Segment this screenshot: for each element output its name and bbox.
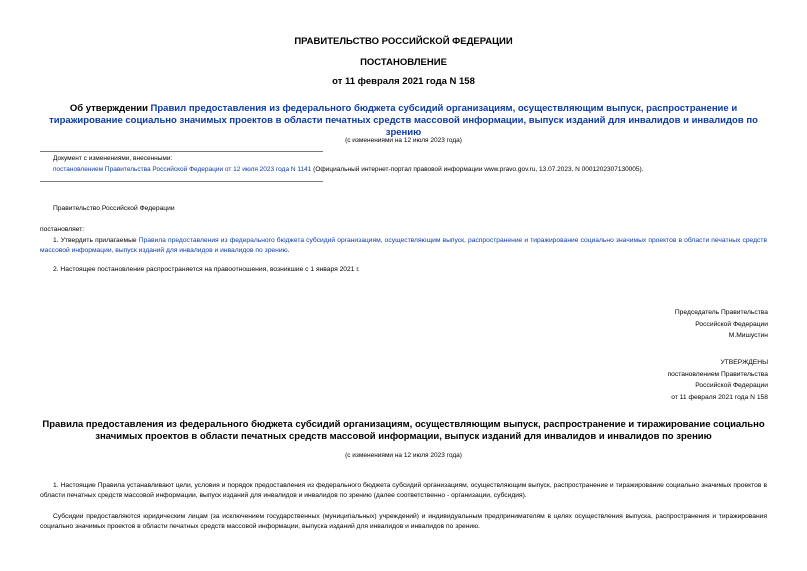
signature-name: М.Мишустин bbox=[728, 332, 768, 340]
title-prefix: Об утверждении bbox=[69, 103, 151, 114]
approval-date: от 11 февраля 2021 года N 158 bbox=[671, 393, 768, 401]
document-title bbox=[40, 103, 767, 139]
rules-amendment-note: (с изменениями на 12 июля 2023 года) bbox=[345, 452, 462, 459]
changes-line bbox=[53, 166, 644, 173]
publication-source: (Официальный интернет-портал правовой информации www.pravo.gov.ru, 13.07.2023, N 0001202307130005). bbox=[311, 166, 644, 173]
p1-suffix: . bbox=[287, 246, 290, 254]
title-rules-link[interactable]: Правил предоставления из федерального бюджета субсидий организациям, осуществляющим выпуск, распространение и тиражирование социально значимых проектов в области печатных средств массовой информации, выпуск изданий для инвалидов и инвалидов по зрению bbox=[49, 103, 758, 138]
changes-label: Документ с изменениями, внесенными: bbox=[53, 155, 173, 162]
p1-prefix: 1. Утвердить прилагаемые bbox=[53, 237, 139, 244]
approved-rules-link[interactable]: Правила предоставления из федерального бюджета субсидий организациям, осуществляющим выпуск, распространение и тиражирование социально значимых проектов в области печатных средств массовой информации, выпуск изданий для инвалидов и инвалидов по зрению bbox=[40, 237, 767, 254]
rules-paragraph-1: 1. Настоящие Правила устанавливают цели, условия и порядок предоставления из федерального бюджета субсидий организациям, осуществляющим выпуск, распространение и тиражирование социально значимых проектов в области печатных средств массовой информации, выпуск изданий для инвалидов и инвалидов по зрению (далее соответственно - организации, субсидия). bbox=[40, 482, 767, 499]
amendment-note: (с изменениями на 12 июля 2023 года) bbox=[345, 137, 462, 144]
signature-block bbox=[675, 307, 768, 342]
top-divider bbox=[40, 151, 323, 152]
approval-block bbox=[668, 357, 768, 403]
amending-decree-link[interactable]: постановлением Правительства Российской Федерации от 12 июля 2023 года N 1141 bbox=[53, 166, 312, 173]
approval-by: постановлением Правительства bbox=[667, 370, 768, 378]
approval-status: УТВЕРЖДЕНЫ bbox=[720, 359, 768, 366]
paragraph-1 bbox=[40, 236, 767, 255]
decrees: постановляет: bbox=[40, 226, 85, 233]
rules-title: Правила предоставления из федерального бюджета субсидий организациям, осуществляющим выпуск, распространение и тиражирование социально значимых проектов в области печатных средств массовой информации, выпуск изданий для инвалидов и инвалидов по зрению bbox=[42, 419, 765, 442]
document-type: ПОСТАНОВЛЕНИЕ bbox=[360, 57, 447, 68]
paragraph-2: 2. Настоящее постановление распространяется на правоотношения, возникшие с 1 января 2021 г. bbox=[53, 266, 360, 273]
bottom-divider bbox=[40, 181, 323, 182]
approval-org: Российской Федерации bbox=[695, 382, 768, 390]
signature-title: Председатель Правительства bbox=[674, 309, 768, 316]
issuer: Правительство Российской Федерации bbox=[53, 205, 175, 212]
document-date-number: от 11 февраля 2021 года N 158 bbox=[332, 76, 475, 87]
signature-org: Российской Федерации bbox=[695, 320, 768, 328]
rules-paragraph-2: Субсидии предоставляются юридическим лицам (за исключением государственных (муниципальных) учреждений) и индивидуальным предпринимателям в целях осуществления выпуска, распространения и тиражирования социально значимых проектов в области печатных средств массовой информации, выпуска изданий для инвалидов и инвалидов по зрению. bbox=[40, 513, 767, 530]
government-heading: ПРАВИТЕЛЬСТВО РОССИЙСКОЙ ФЕДЕРАЦИИ bbox=[294, 36, 513, 47]
